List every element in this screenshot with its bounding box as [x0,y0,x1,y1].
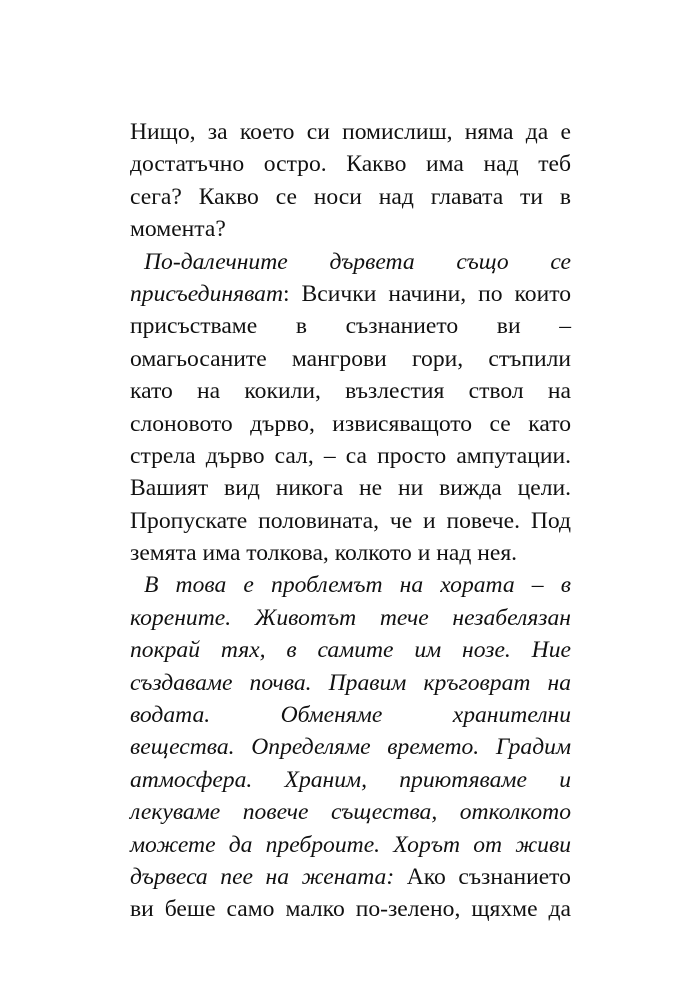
text-segment: присъстваме в съзнанието ви – [130,313,571,340]
text-segment: ви беше само малко по-зелено, щяхме да [130,896,571,923]
text-line [130,537,571,569]
text-line [130,181,571,213]
text-line [130,148,571,180]
italic-text-segment: корените. Животът тече незабелязан [130,604,571,631]
text-line [130,278,571,310]
italic-text-segment: атмосфера. Храним, приютяваме и [130,766,571,793]
text-segment: момента? [130,216,226,243]
text-line [130,246,571,278]
text-line [130,375,571,407]
italic-text-segment: лекуваме повече същества, отколкото [130,799,571,826]
text-line [130,731,571,763]
text-segment: Пропускате половината, че и повече. Под [130,507,571,534]
text-segment: земята има толкова, колкото и над нея. [130,540,518,567]
text-segment: омагьосаните мангрови гори, стъпили [130,345,571,372]
text-line [130,861,571,893]
italic-text-segment: В това е проблемът на хората – в [144,572,571,599]
text-line [130,764,571,796]
italic-text-segment: можете да преброите. Хорът от живи [130,831,571,858]
text-line [130,213,571,245]
italic-text-segment: присъединяват [130,280,284,307]
text-line [130,829,571,861]
text-line [130,408,571,440]
text-segment: като на кокили, възлестия ствол на [130,378,571,405]
italic-text-segment: създаваме почва. Правим кръговрат на [130,669,571,696]
text-line [130,667,571,699]
text-segment: достатъчно остро. Какво има над теб [130,151,571,178]
text-line [130,116,571,148]
text-segment: : Всички начини, по които [283,280,571,307]
text-line [130,310,571,342]
italic-text-segment: дървеса пее на жената: [130,863,395,890]
italic-text-segment: По-далечните дървета също се [144,248,571,275]
text-line [130,505,571,537]
text-segment: слоновото дърво, извисяващото се като [130,410,571,437]
text-segment: Ако съзнанието [394,863,571,890]
italic-text-segment: покрай тях, в самите им нозе. Ние [130,637,571,664]
text-line [130,893,571,925]
text-line [130,634,571,666]
text-line [130,472,571,504]
text-segment: сега? Какво се носи над главата ти в [130,183,571,210]
text-segment: Нищо, за което си помислиш, няма да е [130,119,571,145]
text-line [130,343,571,375]
text-segment: Вашият вид никога не ни вижда цели. [130,475,571,502]
text-line [130,699,571,731]
body-text [130,116,571,926]
italic-text-segment: вещества. Определяме времето. Градим [130,734,571,761]
text-line [130,440,571,472]
text-line [130,602,571,634]
text-line [130,796,571,828]
text-segment: стрела дърво сал, – са просто ампутации. [130,442,571,469]
text-line [130,569,571,601]
italic-text-segment: водата. Обменяме хранителни [130,702,571,729]
